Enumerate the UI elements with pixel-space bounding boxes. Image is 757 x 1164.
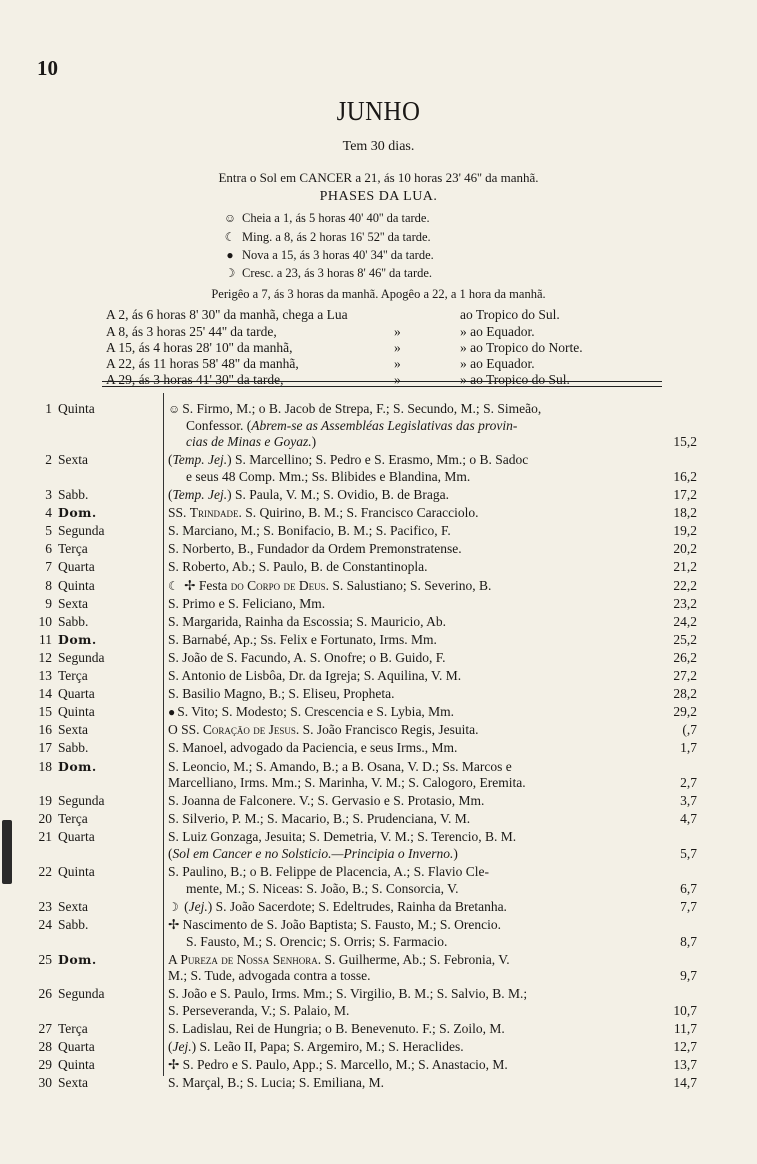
day-number: 6 <box>45 541 52 557</box>
saints-text: S. Ladislau, Rei de Hungria; o B. Benevenuto. F.; S. Zoilo, M. <box>168 1021 505 1036</box>
moon-age-value: 3,7 <box>680 793 697 809</box>
saints-text: S. Margarida, Rainha da Escossia; S. Mauricio, Ab. <box>168 613 446 629</box>
moon-age-value: 27,2 <box>673 668 697 683</box>
saints-text: Confessor. (Abrem-se as Assembléas Legislativas das provin- <box>186 417 518 433</box>
moon-age-value: 10,7 <box>673 1002 697 1018</box>
day-number: 17 <box>38 740 52 756</box>
moon-age-value: 8,7 <box>680 933 697 949</box>
saints-text: (Temp. Jej.) S. Paula, V. M.; S. Ovidio, B. de Braga. <box>168 487 450 502</box>
saints-text: mente, M.; S. Niceas: S. João, B.; S. Consorcia, V. <box>186 880 459 896</box>
moon-age-value: 9,7 <box>680 968 697 984</box>
saints-text: S. Leoncio, M.; S. Amando, B.; a B. Osana, V. D.; Ss. Marcos e <box>168 758 512 774</box>
sun-entry-line: Entra o Sol em CANCER a 21, ás 10 horas 23' 46'' da manhã. <box>218 170 539 185</box>
moon-age-value: 25,2 <box>673 631 697 647</box>
saints-text: S. Basilio Magno, B.; S. Eliseu, Propheta. <box>168 686 395 702</box>
moon-age-value: 23,2 <box>673 595 697 611</box>
full-moon-icon: ☺ <box>223 211 237 225</box>
day-number: 24 <box>38 916 52 932</box>
moon-age-value: 7,7 <box>680 898 697 914</box>
day-number: 14 <box>38 686 52 702</box>
weekday: Sabb. <box>58 613 89 629</box>
day-number: 18 <box>38 758 52 774</box>
saints-text: S. Norberto, B., Fundador da Ordem Premonstratense. <box>168 541 462 557</box>
day-number: 29 <box>38 1057 52 1073</box>
day-number: 1 <box>45 401 52 416</box>
weekday: Terça <box>58 1021 88 1036</box>
moon-age-value: 26,2 <box>673 649 697 665</box>
day-number: 19 <box>38 793 52 809</box>
day-number: 28 <box>38 1039 52 1055</box>
day-number: 10 <box>38 613 52 629</box>
weekday: Dom. <box>58 951 97 967</box>
header-rule-top <box>102 381 662 382</box>
day-number: 21 <box>38 829 52 845</box>
tropic-mark: » <box>394 372 401 387</box>
weekday: Quinta <box>58 704 95 720</box>
moon-age-value: 4,7 <box>680 811 697 827</box>
moon-age-value: 28,2 <box>673 686 697 702</box>
saints-text: S. Perseveranda, V.; S. Palaio, M. <box>168 1002 350 1018</box>
day-number: 25 <box>38 951 52 967</box>
header-rule-bottom <box>102 386 662 387</box>
weekday: Terça <box>58 541 88 557</box>
moon-age-value: 14,7 <box>673 1075 697 1091</box>
day-number: 2 <box>45 452 52 468</box>
moon-age-value: 20,2 <box>673 541 697 557</box>
weekday: Quinta <box>58 401 95 416</box>
moon-phase-text: Cresc. a 23, ás 3 horas 8' 46'' da tarde. <box>242 266 433 280</box>
tropic-when: A 8, ás 3 horas 25' 44'' da tarde, <box>106 324 277 339</box>
saints-text: S. Barnabé, Ap.; Ss. Felix e Fortunato, Irms. Mm. <box>168 631 437 647</box>
weekday: Quarta <box>58 1039 95 1055</box>
day-number: 12 <box>38 649 52 665</box>
saints-text: S. João e S. Paulo, Irms. Mm.; S. Virgilio, B. M.; S. Salvio, B. M.; <box>168 986 528 1002</box>
saints-text: S. Marciano, M.; S. Bonifacio, B. M.; S. Pacifico, F. <box>168 523 451 539</box>
weekday: Dom. <box>58 631 97 647</box>
day-number: 13 <box>38 668 52 683</box>
saints-text: (Sol em Cancer e no Solsticio.—Principia o Inverno.) <box>168 846 458 861</box>
moon-phase-row <box>222 248 434 263</box>
weekday: Sexta <box>58 595 88 611</box>
weekday: Terça <box>58 668 88 683</box>
weekday: Terça <box>58 811 88 827</box>
saints-text: S. Primo e S. Feliciano, Mm. <box>168 595 326 611</box>
day-number: 11 <box>39 631 52 647</box>
saints-text: Marcelliano, Irms. Mm.; S. Marinha, V. M.; S. Calogoro, Eremita. <box>168 775 526 791</box>
day-number: 3 <box>45 487 52 502</box>
day-number: 27 <box>38 1021 52 1036</box>
moon-age-value: 5,7 <box>680 846 697 861</box>
day-number: 16 <box>38 722 52 738</box>
weekday: Segunda <box>58 649 105 665</box>
weekday: Dom. <box>58 505 97 521</box>
saints-text: S. Marçal, B.; S. Lucia; S. Emiliana, M. <box>168 1075 384 1091</box>
moon-age-value: 19,2 <box>673 523 697 539</box>
weekday: Sexta <box>58 452 88 468</box>
weekday: Segunda <box>58 523 105 539</box>
tropic-dest: » ao Tropico do Norte. <box>460 340 583 355</box>
saints-text: S. Paulino, B.; o B. Felippe de Placencia, A.; S. Flavio Cle- <box>168 864 489 880</box>
weekday: Quarta <box>58 686 95 702</box>
tropic-when: A 22, ás 11 horas 58' 48'' da manhã, <box>106 356 299 371</box>
weekday: Quinta <box>58 864 95 880</box>
weekday: Sexta <box>58 722 88 738</box>
month-subtitle: Tem 30 dias. <box>342 139 415 154</box>
moon-age-value: 17,2 <box>673 487 697 502</box>
day-number: 9 <box>45 595 52 611</box>
day-number: 8 <box>45 577 52 593</box>
waxing-moon-icon: ☽ <box>224 266 236 280</box>
weekday: Quarta <box>58 829 95 845</box>
saints-text: ☺ S. Firmo, M.; o B. Jacob de Strepa, F.; S. Secundo, M.; S. Simeão, <box>168 401 542 416</box>
saints-text: ☾ ✢ Festa do Corpo de Deus. S. Salustiano; S. Severino, B. <box>168 577 492 593</box>
tropic-dest: » ao Equador. <box>460 324 535 339</box>
page-number: 10 <box>37 56 58 80</box>
saints-text: (Jej.) S. Leão II, Papa; S. Argemiro, M.; S. Heraclides. <box>168 1039 464 1055</box>
saints-text: S. Roberto, Ab.; S. Paulo, B. de Constantinopla. <box>168 559 428 575</box>
moon-phase-row <box>222 266 432 281</box>
weekday: Quarta <box>58 559 95 575</box>
saints-text: ✢ S. Pedro e S. Paulo, App.; S. Marcello, M.; S. Anastacio, M. <box>168 1057 508 1073</box>
moon-age-value: 21,2 <box>673 559 697 575</box>
saints-text: S. Joanna de Falconere. V.; S. Gervasio e S. Protasio, Mm. <box>168 793 485 809</box>
moon-age-value: 22,2 <box>673 577 697 593</box>
saints-text: ✢ Nascimento de S. João Baptista; S. Fausto, M.; S. Orencio. <box>168 916 502 932</box>
saints-text: S. Antonio de Lisbôa, Dr. da Igreja; S. Aquilina, V. M. <box>168 668 462 683</box>
new-moon-icon: ● <box>226 248 234 262</box>
saints-text: SS. Trindade. S. Quirino, B. M.; S. Francisco Caracciolo. <box>168 505 479 521</box>
weekday: Sabb. <box>58 487 89 502</box>
tropic-when: A 29, ás 3 horas 41' 30'' da tarde, <box>106 372 284 387</box>
day-number: 26 <box>38 986 52 1002</box>
perigee-apogee-line: Perigêo a 7, ás 3 horas da manhã. Apogêo a 22, a 1 hora da manhã. <box>211 287 546 301</box>
moon-phase-text: Nova a 15, ás 3 horas 40' 34'' da tarde. <box>242 248 434 262</box>
tropic-dest: ao Tropico do Sul. <box>460 307 560 322</box>
saints-text: ☽ (Jej.) S. João Sacerdote; S. Edeltrudes, Rainha da Bretanha. <box>168 898 507 914</box>
day-number: 5 <box>45 523 52 539</box>
weekday: Dom. <box>58 758 97 774</box>
day-number: 4 <box>45 505 52 521</box>
weekday: Sexta <box>58 1075 88 1091</box>
tropic-mark: » <box>394 356 401 371</box>
saints-text: S. Luiz Gonzaga, Jesuita; S. Demetria, V. M.; S. Terencio, B. M. <box>168 829 517 845</box>
tropic-dest: » ao Equador. <box>460 356 535 371</box>
saints-text: ● S. Vito; S. Modesto; S. Crescencia e S. Lybia, Mm. <box>168 704 455 720</box>
moon-phases-title: PHASES DA LUA. <box>319 189 438 204</box>
saints-text: S. Silverio, P. M.; S. Macario, B.; S. Prudenciana, V. M. <box>168 811 471 827</box>
ink-smudge <box>2 820 12 884</box>
moon-age-value: (,7 <box>682 722 697 738</box>
saints-text: M.; S. Tude, advogada contra a tosse. <box>168 968 371 984</box>
saints-text: (Temp. Jej.) S. Marcellino; S. Pedro e S. Erasmo, Mm.; o B. Sadoc <box>168 452 529 468</box>
day-number: 22 <box>38 864 52 880</box>
column-divider <box>163 393 164 1076</box>
tropic-dest: » ao Tropico do Sul. <box>460 372 570 387</box>
moon-age-value: 12,7 <box>673 1039 697 1055</box>
tropic-mark: » <box>394 340 401 355</box>
moon-age-value: 18,2 <box>673 505 697 521</box>
moon-age-value: 13,7 <box>673 1057 697 1073</box>
saints-text: S. Manoel, advogado da Paciencia, e seus Irms., Mm. <box>168 740 458 756</box>
weekday: Quinta <box>58 577 95 593</box>
tropic-when: A 2, ás 6 horas 8' 30'' da manhã, chega a Lua <box>106 307 348 322</box>
moon-age-value: 15,2 <box>673 434 697 450</box>
moon-age-value: 1,7 <box>680 740 697 756</box>
weekday: Sabb. <box>58 740 89 756</box>
weekday: Sabb. <box>58 916 89 932</box>
tropic-mark: » <box>394 324 401 339</box>
day-number: 20 <box>38 811 52 827</box>
moon-age-value: 29,2 <box>673 704 697 720</box>
weekday: Quinta <box>58 1057 95 1073</box>
moon-age-value: 2,7 <box>680 775 697 791</box>
day-number: 15 <box>38 704 52 720</box>
moon-phase-row <box>222 211 430 226</box>
saints-text: O SS. Coração de Jesus. S. João Francisco Regis, Jesuita. <box>168 722 479 738</box>
moon-age-value: 11,7 <box>673 1021 697 1036</box>
moon-phase-text: Ming. a 8, ás 2 horas 16' 52'' da tarde. <box>242 230 431 244</box>
day-number: 30 <box>38 1075 52 1091</box>
weekday: Sexta <box>58 898 88 914</box>
day-number: 7 <box>45 559 52 575</box>
moon-age-value: 6,7 <box>680 880 697 896</box>
moon-phase-text: Cheia a 1, ás 5 horas 40' 40'' da tarde. <box>242 211 430 225</box>
waning-moon-icon: ☾ <box>224 230 236 244</box>
saints-text: S. João de S. Facundo, A. S. Onofre; o B. Guido, F. <box>168 649 446 665</box>
saints-text: cias de Minas e Goyaz.) <box>186 434 317 450</box>
saints-text: S. Fausto, M.; S. Orencic; S. Orris; S. Farmacio. <box>186 933 448 949</box>
tropic-when: A 15, ás 4 horas 28' 10'' da manhã, <box>106 340 293 355</box>
moon-age-value: 16,2 <box>673 468 697 484</box>
saints-text: A Pureza de Nossa Senhora. S. Guilherme, Ab.; S. Febronia, V. <box>168 951 510 967</box>
moon-phase-row <box>222 230 431 245</box>
month-title: JUNHO <box>336 96 421 126</box>
moon-age-value: 24,2 <box>673 613 697 629</box>
day-number: 23 <box>38 898 52 914</box>
weekday: Segunda <box>58 793 105 809</box>
weekday: Segunda <box>58 986 105 1002</box>
saints-text: e seus 48 Comp. Mm.; Ss. Blibides e Blandina, Mm. <box>186 468 471 484</box>
